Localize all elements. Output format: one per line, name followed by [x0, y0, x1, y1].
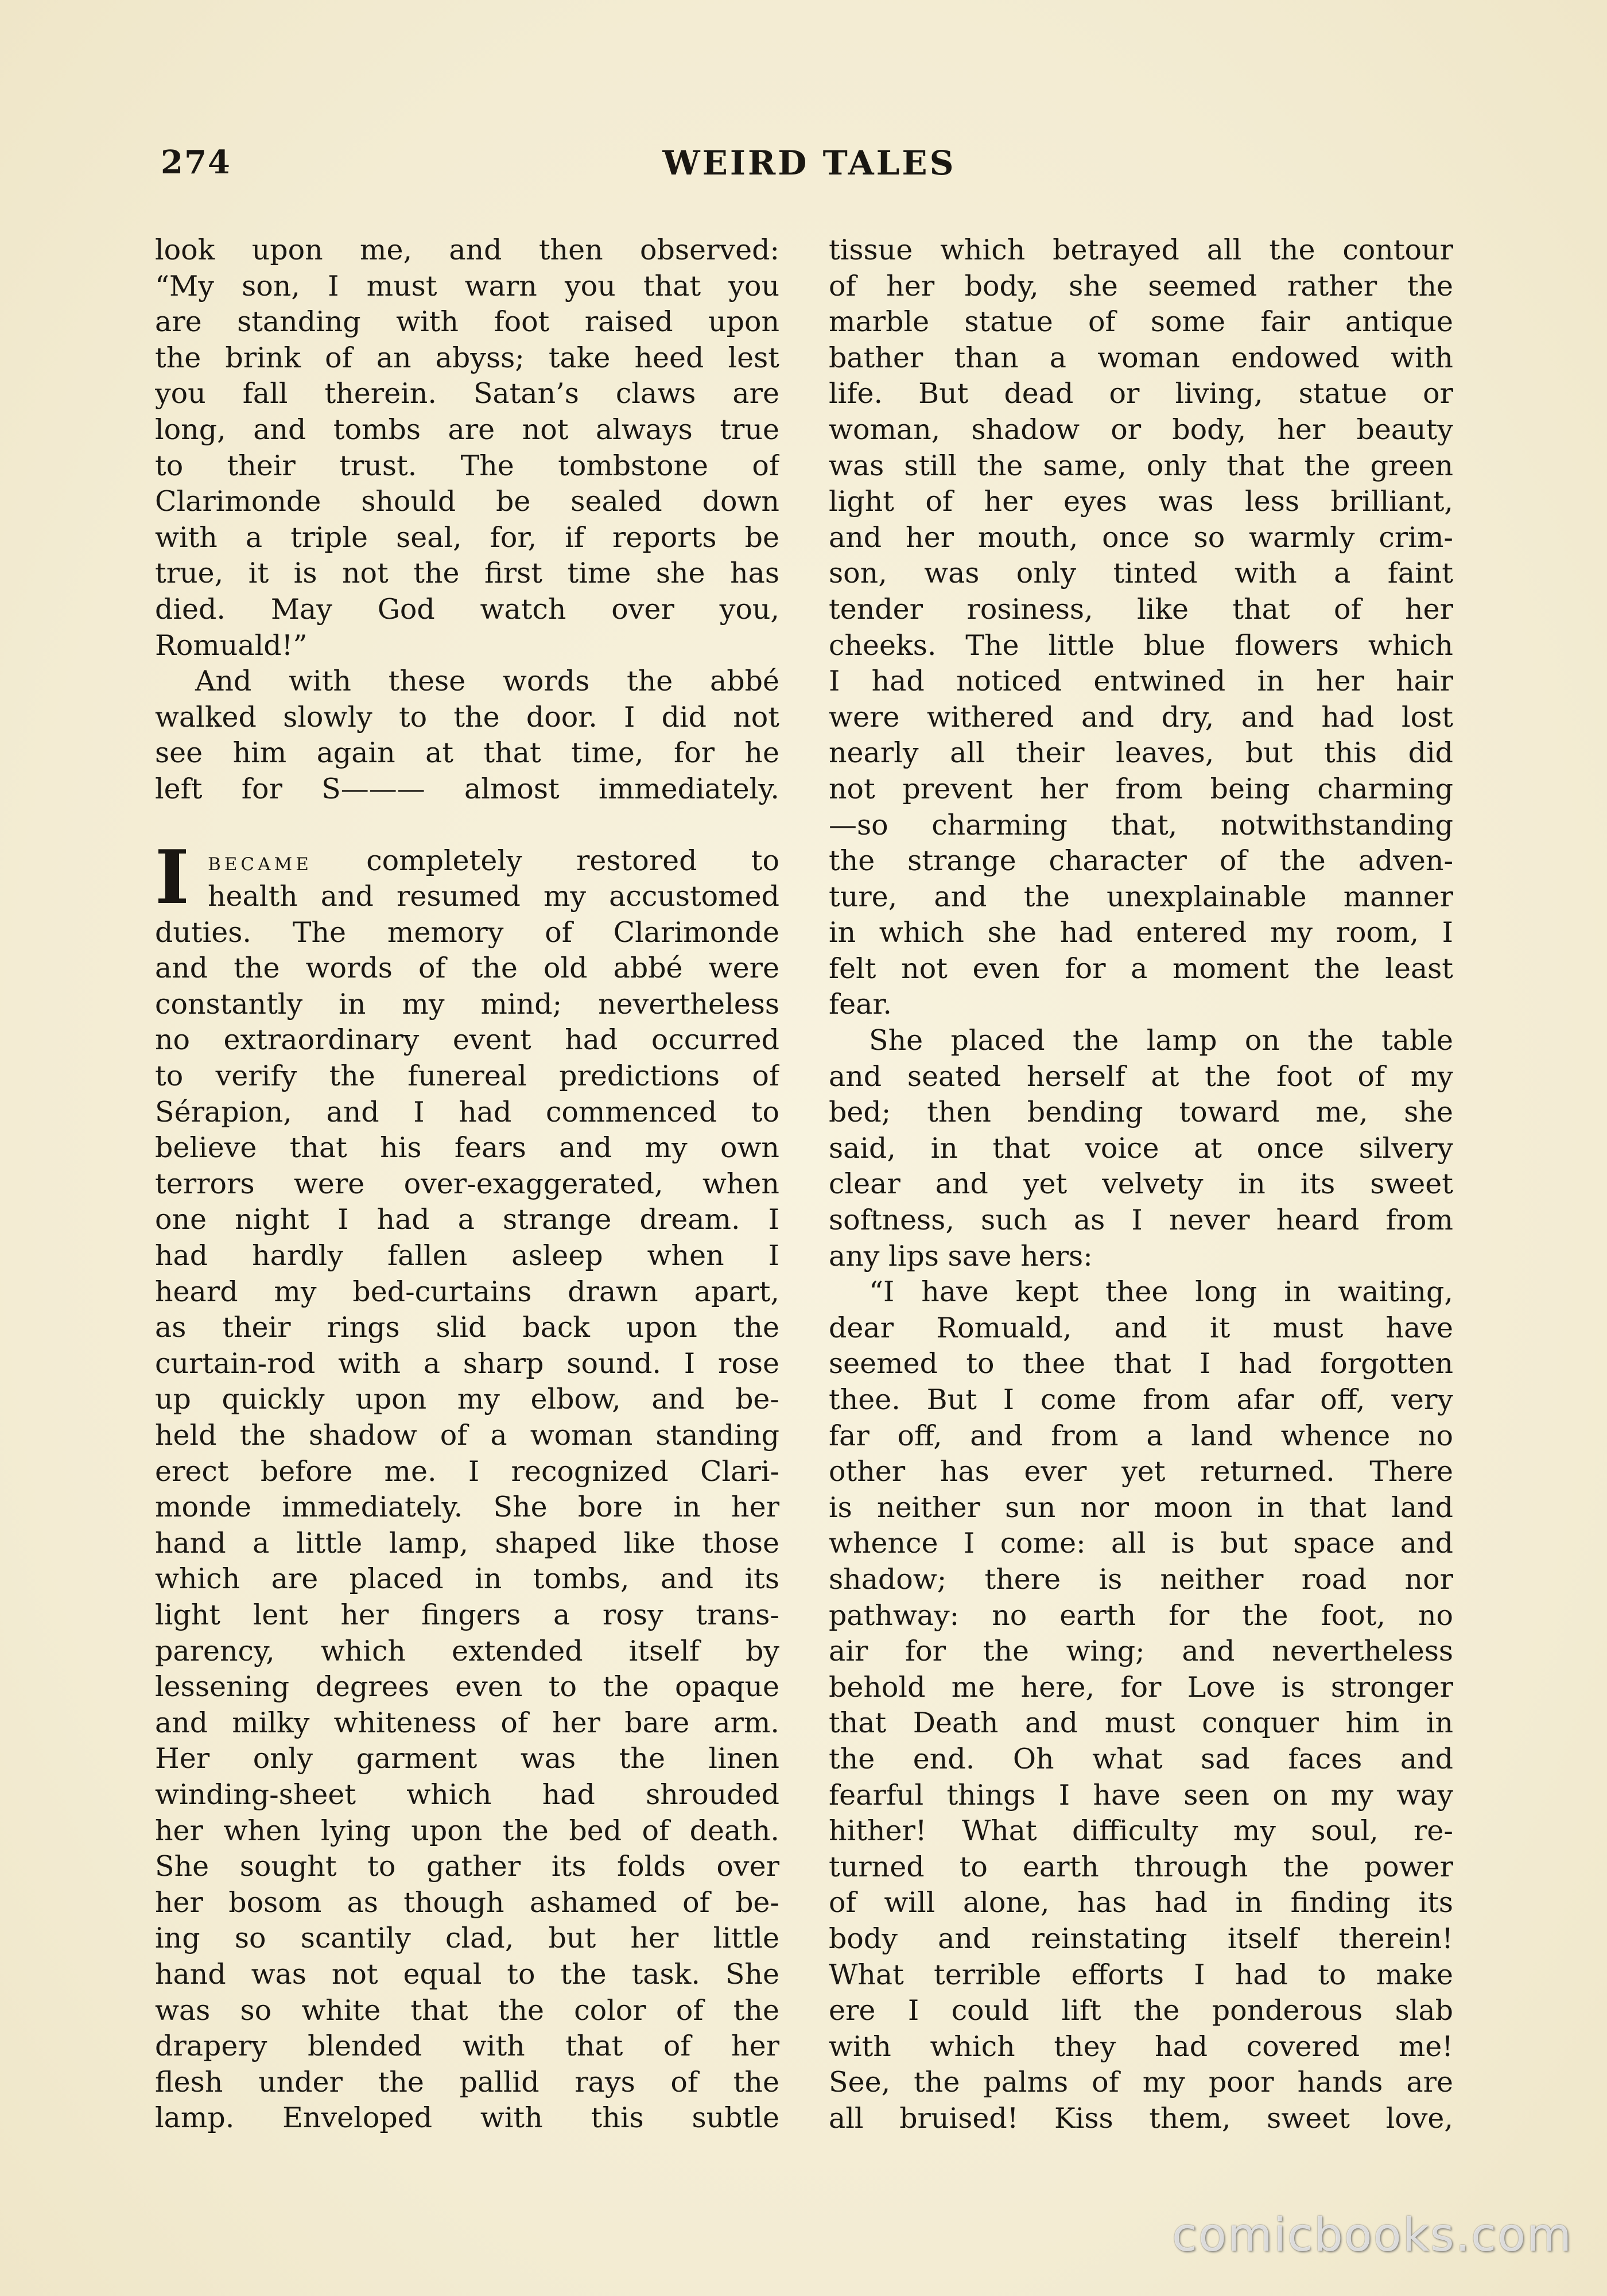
- text-line: and her mouth, once so warmly crim-: [829, 521, 1453, 554]
- text-line: winding-sheet which had shrouded: [155, 1778, 779, 1811]
- left-column: [155, 232, 779, 2136]
- text-line: believe that his fears and my own: [155, 1131, 779, 1165]
- text-line: to their trust. The tombstone of: [155, 449, 779, 482]
- left-paragraph-3: [155, 915, 779, 2136]
- text-line: shadow; there is neither road nor: [829, 1562, 1453, 1596]
- text-line: Sérapion, and I had commenced to: [155, 1095, 779, 1128]
- page-number: 274: [161, 144, 231, 181]
- text-line: of will alone, has had in finding its: [829, 1886, 1453, 1919]
- text-line: turned to earth through the power: [829, 1850, 1453, 1883]
- text-line: hither! What difficulty my soul, re-: [829, 1814, 1453, 1848]
- text-fragment: completely restored to: [366, 844, 779, 877]
- text-line: terrors were over-exaggerated, when: [155, 1167, 779, 1200]
- text-line: air for the wing; and nevertheless: [829, 1635, 1453, 1668]
- text-line: far off, and from a land whence no: [829, 1419, 1453, 1452]
- text-line: “My son, I must warn you that you: [155, 269, 779, 302]
- text-line: were withered and dry, and had lost: [829, 700, 1453, 734]
- text-line: duties. The memory of Clarimonde: [155, 916, 779, 949]
- text-line: held the shadow of a woman standing: [155, 1419, 779, 1452]
- text-line: are standing with foot raised upon: [155, 305, 779, 339]
- text-line: son, was only tinted with a faint: [829, 557, 1453, 590]
- text-line: Her only garment was the linen: [155, 1742, 779, 1775]
- text-line: hand was not equal to the task. She: [155, 1957, 779, 1991]
- text-line: the brink of an abyss; take heed lest: [155, 341, 779, 374]
- watermark-logo: comicbooks.com: [1171, 2208, 1573, 2262]
- text-line: drapery blended with that of her: [155, 2030, 779, 2063]
- running-title: WEIRD TALES: [662, 144, 956, 183]
- text-line: What terrible efforts I had to make: [829, 1958, 1453, 1991]
- text-line: in which she had entered my room, I: [829, 916, 1453, 949]
- text-line: left for S——— almost immediately.: [155, 772, 779, 805]
- text-line: the strange character of the adven-: [829, 844, 1453, 878]
- text-line: flesh under the pallid rays of the: [155, 2065, 779, 2099]
- text-line: was still the same, only that the green: [829, 449, 1453, 482]
- text-line: you fall therein. Satan’s claws are: [155, 377, 779, 410]
- text-line: Romuald!”: [155, 629, 308, 662]
- text-line: dear Romuald, and it must have: [829, 1311, 1453, 1344]
- text-line: hand a little lamp, shaped like those: [155, 1526, 779, 1560]
- right-column: [829, 232, 1453, 2136]
- text-line: is neither sun nor moon in that land: [829, 1491, 1453, 1524]
- text-line: —so charming that, notwithstanding: [829, 808, 1453, 841]
- text-line: of her body, she seemed rather the: [829, 269, 1453, 302]
- text-line: curtain-rod with a sharp sound. I rose: [155, 1347, 779, 1380]
- text-line: was so white that the color of the: [155, 1994, 779, 2027]
- text-line: and milky whiteness of her bare arm.: [155, 1706, 779, 1739]
- text-line: look upon me, and then observed:: [155, 234, 779, 266]
- section-break: [155, 808, 779, 843]
- text-line: long, and tombs are not always true: [155, 413, 779, 446]
- text-line: that Death and must conquer him in: [829, 1707, 1453, 1740]
- text-line: constantly in my mind; nevertheless: [155, 987, 779, 1021]
- text-line: seemed to thee that I had forgotten: [829, 1347, 1453, 1380]
- text-line: body and reinstating itself therein!: [829, 1922, 1453, 1955]
- text-line: thee. But I come from afar off, very: [829, 1383, 1453, 1416]
- small-caps-word: became: [208, 847, 312, 876]
- text-line: nearly all their leaves, but this did: [829, 736, 1453, 770]
- left-paragraph-1: [155, 232, 779, 664]
- text-line: and the words of the old abbé were: [155, 952, 779, 985]
- text-line: erect before me. I recognized Clari-: [155, 1455, 779, 1488]
- text-line: [155, 843, 779, 879]
- text-line: parency, which extended itself by: [155, 1634, 779, 1667]
- text-line: pathway: no earth for the foot, no: [829, 1599, 1453, 1632]
- right-paragraph-1: [829, 232, 1453, 1023]
- text-line: with a triple seal, for, if reports be: [155, 521, 779, 554]
- text-line: see him again at that time, for he: [155, 736, 779, 770]
- text-line: She sought to gather its folds over: [155, 1850, 779, 1883]
- text-line: bed; then bending toward me, she: [829, 1096, 1453, 1129]
- text-line: up quickly upon my elbow, and be-: [155, 1383, 779, 1416]
- text-line: “I have kept thee long in waiting,: [869, 1275, 1453, 1309]
- text-line: one night I had a strange dream. I: [155, 1203, 779, 1236]
- text-line: ing so scantily clad, but her little: [155, 1922, 779, 1955]
- text-line: her when lying upon the bed of death.: [155, 1814, 779, 1847]
- text-line: fearful things I have seen on my way: [829, 1778, 1453, 1812]
- text-line: fear.: [829, 988, 892, 1021]
- text-line: and seated herself at the foot of my: [829, 1060, 1453, 1093]
- text-line: other has ever yet returned. There: [829, 1455, 1453, 1488]
- text-line: her bosom as though ashamed of be-: [155, 1886, 779, 1919]
- text-line: no extraordinary event had occurred: [155, 1023, 779, 1057]
- text-line: light of her eyes was less brilliant,: [829, 485, 1453, 518]
- text-line: with which they had covered me!: [829, 2030, 1453, 2063]
- text-line: tender rosiness, like that of her: [829, 592, 1453, 626]
- text-line: true, it is not the first time she has: [155, 557, 779, 590]
- right-paragraph-3: [829, 1274, 1453, 2136]
- text-line: had hardly fallen asleep when I: [155, 1239, 779, 1273]
- right-paragraph-2: [829, 1023, 1453, 1274]
- text-line: woman, shadow or body, her beauty: [829, 413, 1453, 446]
- text-line: tissue which betrayed all the contour: [829, 234, 1453, 266]
- page-header: [161, 144, 1458, 189]
- text-line: lamp. Enveloped with this subtle: [155, 2101, 779, 2135]
- text-line: whence I come: all is but space and: [829, 1527, 1453, 1560]
- text-line: any lips save hers:: [829, 1239, 1093, 1273]
- text-line: She placed the lamp on the table: [869, 1024, 1453, 1057]
- text-line: Clarimonde should be sealed down: [155, 485, 779, 518]
- text-line: said, in that voice at once silvery: [829, 1131, 1453, 1165]
- text-line: heard my bed-curtains drawn apart,: [155, 1275, 779, 1308]
- text-line: to verify the funereal predictions of: [155, 1060, 779, 1093]
- text-line: which are placed in tombs, and its: [155, 1562, 779, 1596]
- text-line: I had noticed entwined in her hair: [829, 665, 1453, 698]
- text-line: not prevent her from being charming: [829, 772, 1453, 805]
- text-line: walked slowly to the door. I did not: [155, 700, 779, 734]
- text-line: all bruised! Kiss them, sweet love,: [829, 2101, 1453, 2135]
- text-line: See, the palms of my poor hands are: [829, 2066, 1453, 2099]
- dropcap-paragraph: [155, 834, 779, 921]
- text-line: softness, such as I never heard from: [829, 1204, 1453, 1237]
- text-line: lessening degrees even to the opaque: [155, 1670, 779, 1704]
- text-line: ere I could lift the ponderous slab: [829, 1994, 1453, 2027]
- text-line: the end. Oh what sad faces and: [829, 1742, 1453, 1775]
- text-line: felt not even for a moment the least: [829, 952, 1453, 985]
- text-line: monde immediately. She bore in her: [155, 1491, 779, 1524]
- text-line: cheeks. The little blue flowers which: [829, 629, 1453, 662]
- text-line: clear and yet velvety in its sweet: [829, 1168, 1453, 1201]
- text-line: as their rings slid back upon the: [155, 1311, 779, 1344]
- drop-cap-letter: I: [155, 834, 189, 921]
- text-line: light lent her fingers a rosy trans-: [155, 1598, 779, 1631]
- text-line: died. May God watch over you,: [155, 592, 779, 626]
- text-line: ture, and the unexplainable manner: [829, 880, 1453, 913]
- text-line: bather than a woman endowed with: [829, 341, 1453, 374]
- text-line: behold me here, for Love is stronger: [829, 1670, 1453, 1704]
- text-line: marble statue of some fair antique: [829, 305, 1453, 339]
- text-line: And with these words the abbé: [195, 665, 779, 698]
- text-line: health and resumed my accustomed: [208, 880, 779, 913]
- text-line: life. But dead or living, statue or: [829, 377, 1453, 410]
- left-paragraph-2: [155, 664, 779, 807]
